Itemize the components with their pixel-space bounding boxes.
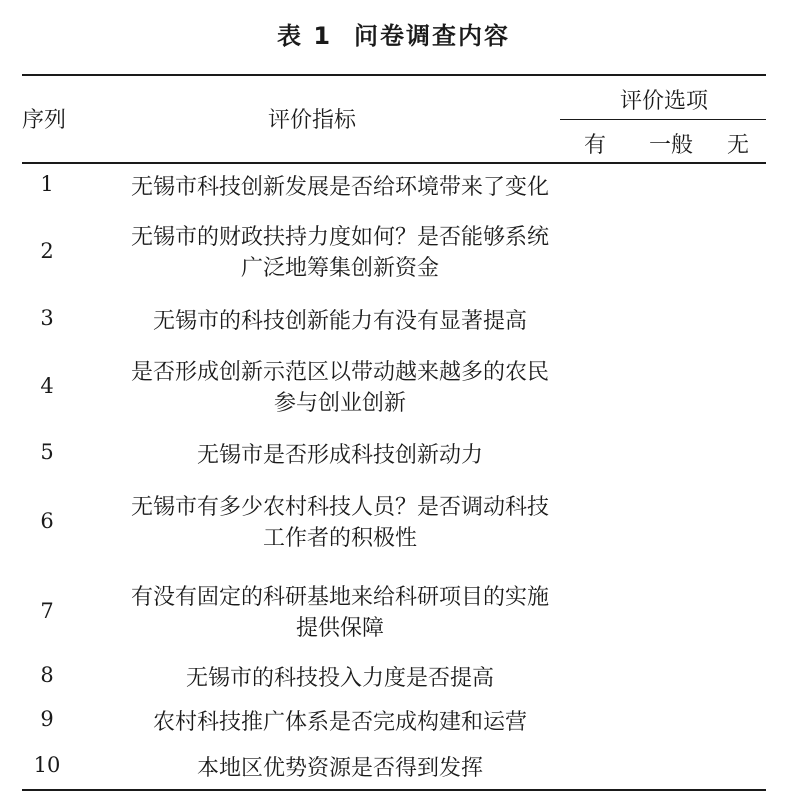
header-rule xyxy=(22,162,766,164)
row-indicator: 无锡市的财政扶持力度如何？是否能够系统 广泛地筹集创新资金 xyxy=(130,225,549,281)
row-indicator: 本地区优势资源是否得到发挥 xyxy=(196,756,483,781)
header-option-average: 一般 xyxy=(649,133,694,158)
row-indicator: 无锡市的科技投入力度是否提高 xyxy=(185,666,494,691)
header-option-no: 无 xyxy=(727,133,750,158)
header-seq: 序列 xyxy=(22,108,67,133)
row-number: 6 xyxy=(40,509,54,533)
table-caption xyxy=(0,16,787,51)
row-number: 8 xyxy=(40,663,54,687)
header-evaluation: 评价选项 xyxy=(620,89,709,114)
header-option-yes: 有 xyxy=(584,133,607,158)
row-number: 4 xyxy=(40,374,54,398)
row-number: 5 xyxy=(40,440,54,464)
row-indicator: 是否形成创新示范区以带动越来越多的农民 参与创业创新 xyxy=(130,360,549,416)
top-rule xyxy=(22,74,766,76)
header-indicator: 评价指标 xyxy=(268,108,357,133)
row-indicator: 无锡市科技创新发展是否给环境带来了变化 xyxy=(130,175,549,200)
row-indicator: 无锡市的科技创新能力有没有显著提高 xyxy=(152,309,527,334)
row-number: 1 xyxy=(40,172,54,196)
row-indicator: 农村科技推广体系是否完成构建和运营 xyxy=(152,710,527,735)
bottom-rule xyxy=(22,789,766,791)
row-number: 7 xyxy=(40,599,54,623)
row-indicator: 无锡市有多少农村科技人员？是否调动科技 工作者的积极性 xyxy=(130,495,549,551)
table-number: 表 1 xyxy=(276,22,333,50)
row-indicator: 有没有固定的科研基地来给科研项目的实施 提供保障 xyxy=(130,585,549,641)
row-indicator: 无锡市是否形成科技创新动力 xyxy=(196,443,483,468)
row-number: 10 xyxy=(33,753,61,777)
row-number: 2 xyxy=(40,239,54,263)
table-title: 问卷调查内容 xyxy=(354,22,511,50)
row-number: 9 xyxy=(40,707,54,731)
row-number: 3 xyxy=(40,306,54,330)
options-subrule xyxy=(560,119,766,120)
